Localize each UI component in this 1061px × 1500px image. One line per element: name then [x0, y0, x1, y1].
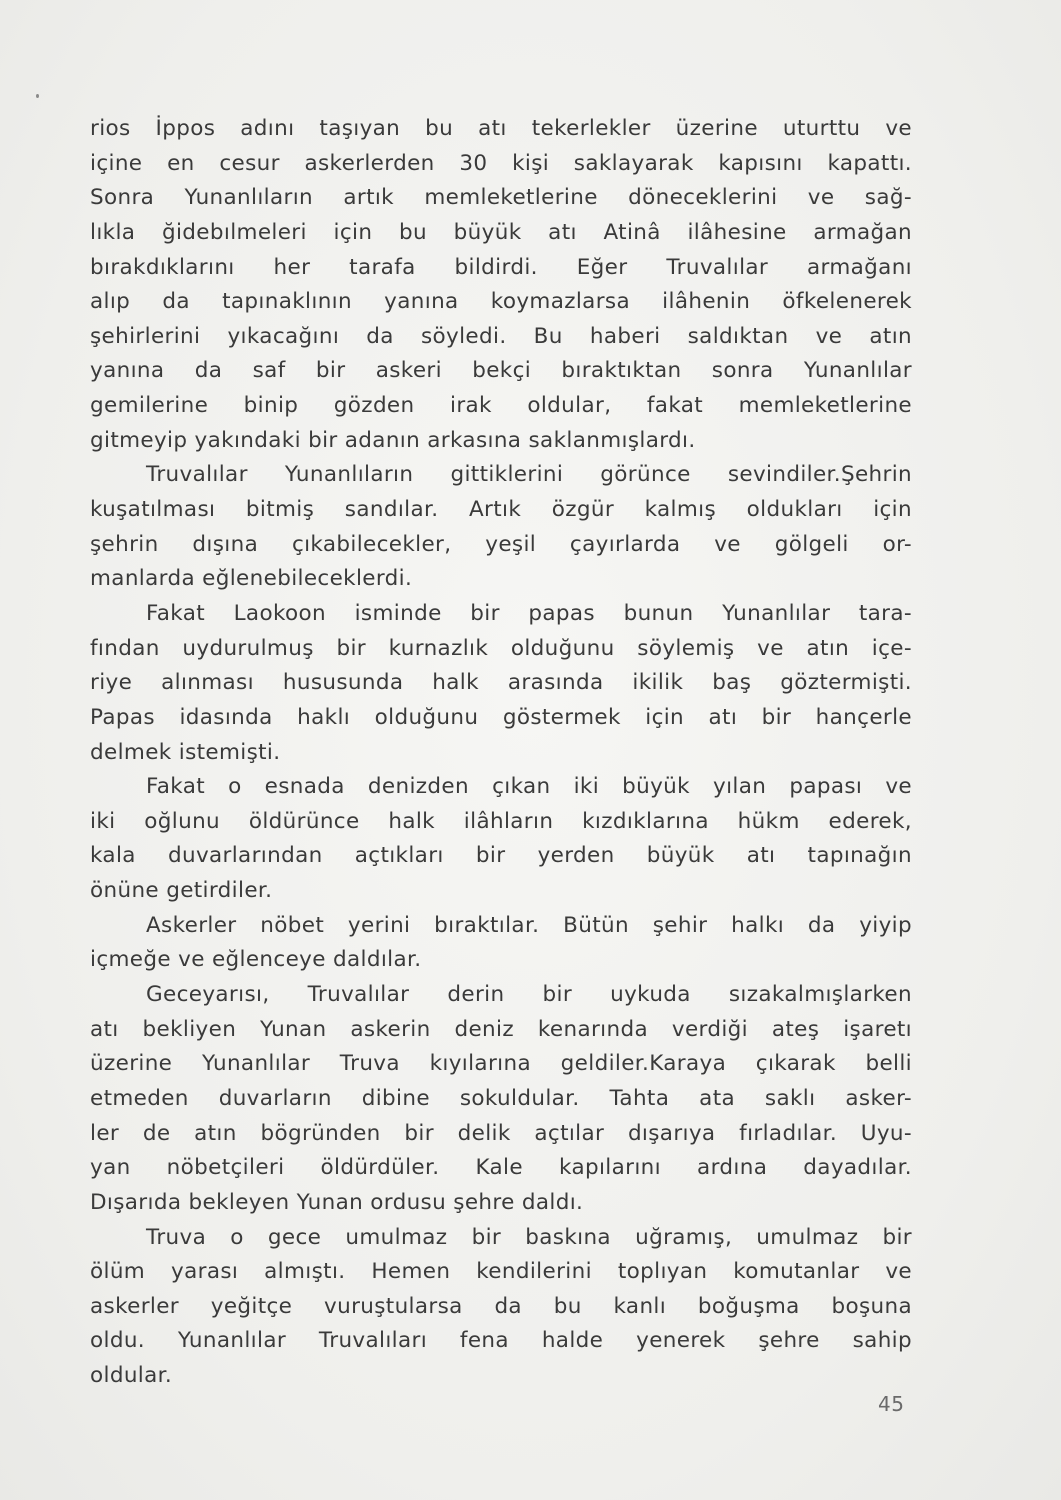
- text-line: şehirlerini yıkacağını da söyledi. Bu haberi saldıktan ve atın: [90, 323, 912, 349]
- text-line: Truvalılar Yunanlıların gittiklerini görünce sevindiler.Şehrin: [146, 462, 912, 488]
- text-line: gitmeyip yakındaki bir adanın arkasına saklanmışlardı.: [90, 427, 696, 453]
- text-line: iki oğlunu öldürünce halk ilâhların kızdıklarına hükm ederek,: [90, 808, 912, 834]
- text-line: Sonra Yunanlıların artık memleketlerine döneceklerini ve sağ-: [90, 185, 912, 211]
- text-line: Dışarıda bekleyen Yunan ordusu şehre daldı.: [90, 1189, 584, 1215]
- text-line: üzerine Yunanlılar Truva kıyılarına geldiler.Karaya çıkarak belli: [90, 1051, 912, 1077]
- text-line: oldu. Yunanlılar Truvalıları fena halde yenerek şehre sahip: [90, 1328, 912, 1354]
- text-line: kuşatılması bitmiş sandılar. Artık özgür kalmış oldukları için: [90, 497, 912, 523]
- text-line: rios İppos adını taşıyan bu atı tekerlekler üzerine uturttu ve: [90, 116, 912, 141]
- text-line: lıkla ğidebılmeleri için bu büyük atı Atinâ ilâhesine armağan: [90, 219, 912, 245]
- text-line: Fakat Laokoon isminde bir papas bunun Yunanlılar tara-: [146, 600, 912, 626]
- text-line: Askerler nöbet yerini bıraktılar. Bütün şehir halkı da yiyip: [146, 912, 912, 938]
- text-line: riye alınması hususunda halk arasında ikilik baş göztermişti.: [90, 670, 912, 696]
- text-line: Geceyarısı, Truvalılar derin bir uykuda sızakalmışlarken: [146, 982, 912, 1008]
- text-line: atı bekliyen Yunan askerin deniz kenarında verdiği ateş işaretı: [90, 1016, 912, 1042]
- text-line: fından uydurulmuş bir kurnazlık olduğunu söylemiş ve atın içe-: [90, 635, 912, 661]
- text-line: askerler yeğitçe vuruştularsa da bu kanlı boğuşma boşuna: [90, 1293, 912, 1319]
- text-line: içmeğe ve eğlenceye daldılar.: [90, 947, 422, 973]
- text-line: ölüm yarası almıştı. Hemen kendilerini toplıyan komutanlar ve: [90, 1259, 912, 1285]
- text-line: oldular.: [90, 1363, 173, 1389]
- text-line: şehrin dışına çıkabilecekler, yeşil çayırlarda ve gölgeli or-: [90, 531, 912, 557]
- text-line: bırakdıklarını her tarafa bildirdi. Eğer Truvalılar armağanı: [90, 254, 912, 280]
- text-line: etmeden duvarların dibine sokuldular. Tahta ata saklı asker-: [90, 1085, 912, 1111]
- text-line: içine en cesur askerlerden 30 kişi saklayarak kapısını kapattı.: [90, 150, 912, 176]
- page-number: 45: [878, 1392, 905, 1416]
- text-line: delmek istemişti.: [90, 739, 281, 765]
- body-text: [90, 112, 912, 1394]
- text-line: Papas idasında haklı olduğunu göstermek için atı bir hançerle: [90, 704, 912, 730]
- text-line: ler de atın bögründen bir delik açtılar dışarıya fırladılar. Uyu-: [90, 1120, 912, 1146]
- text-line: kala duvarlarından açtıkları bir yerden büyük atı tapınağın: [90, 843, 912, 869]
- text-line: alıp da tapınaklının yanına koymazlarsa ilâhenin öfkelenerek: [90, 289, 912, 315]
- paper-speck: [36, 94, 39, 98]
- text-line: Truva o gece umulmaz bir baskına uğramış, umulmaz bir: [146, 1224, 912, 1250]
- text-line: önüne getirdiler.: [90, 878, 273, 904]
- text-line: yan nöbetçileri öldürdüler. Kale kapılarını ardına dayadılar.: [90, 1155, 912, 1181]
- text-line: yanına da saf bir askeri bekçi bıraktıktan sonra Yunanlılar: [90, 358, 912, 384]
- text-line: gemilerine binip gözden irak oldular, fakat memleketlerine: [90, 393, 912, 419]
- text-line: Fakat o esnada denizden çıkan iki büyük yılan papası ve: [146, 774, 912, 800]
- text-line: manlarda eğlenebileceklerdi.: [90, 566, 413, 592]
